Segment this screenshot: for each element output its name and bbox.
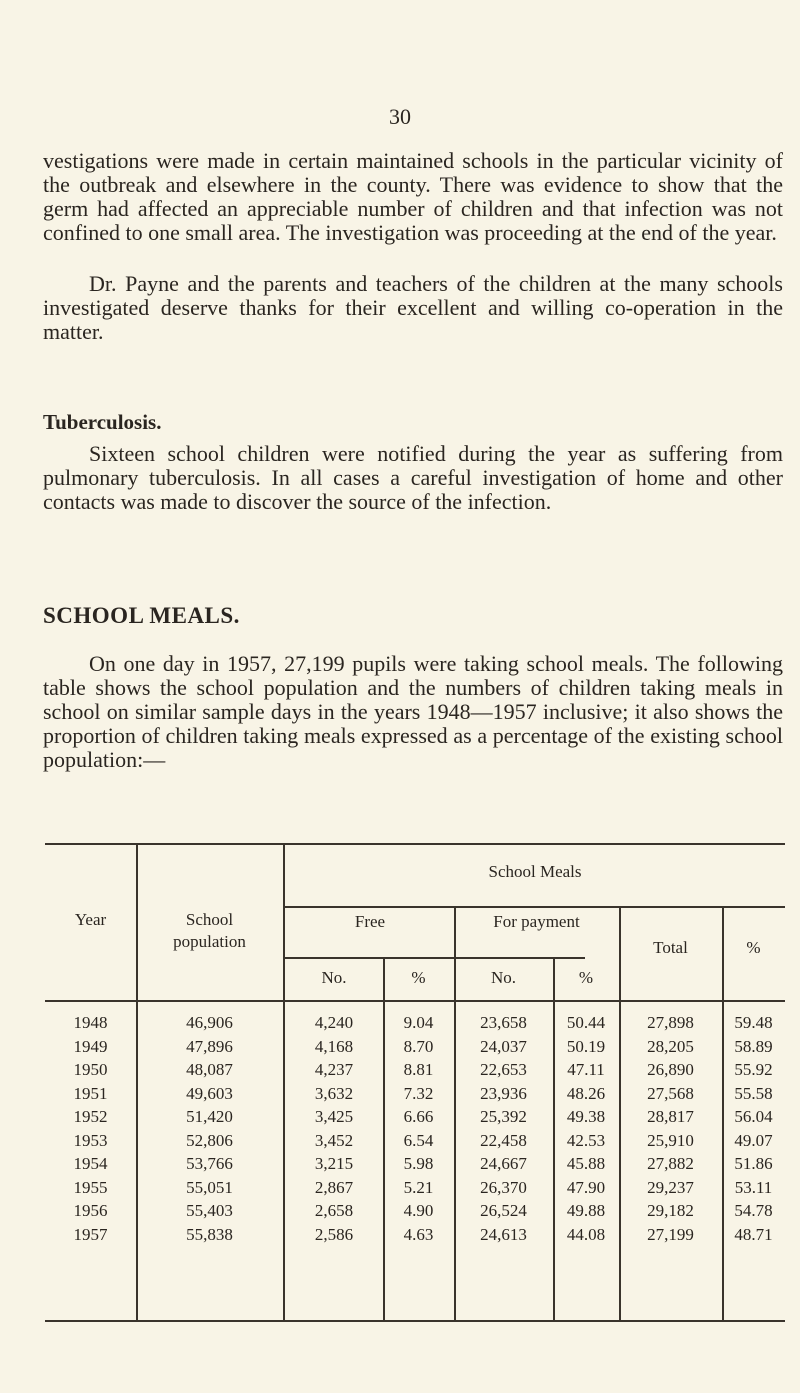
cell-free-pct: 4.63 — [403, 1224, 434, 1244]
cell-free-no: 4,237 — [314, 1060, 354, 1079]
header-for-payment: For payment — [493, 912, 580, 931]
cell-year: 1950 — [73, 1060, 108, 1079]
header-free: Free — [354, 912, 386, 931]
cell-payment-no: 23,658 — [480, 1013, 527, 1032]
cell-percent: 56.04 — [734, 1107, 773, 1126]
cell-free-no: 2,658 — [314, 1201, 354, 1220]
cell-free-pct: 6.54 — [403, 1130, 434, 1150]
school-meals-table — [45, 802, 785, 1323]
cell-free-pct: 5.21 — [403, 1177, 434, 1197]
cell-year: 1951 — [73, 1083, 108, 1103]
cell-free-pct: 9.04 — [403, 1013, 434, 1032]
cell-free-no: 4,240 — [314, 1013, 354, 1032]
cell-year: 1956 — [73, 1201, 108, 1220]
cell-year: 1952 — [73, 1107, 108, 1126]
cell-free-pct: 8.70 — [403, 1036, 434, 1056]
cell-percent: 48.71 — [734, 1224, 773, 1244]
cell-total: 28,205 — [647, 1036, 694, 1056]
cell-population: 55,403 — [186, 1201, 233, 1220]
cell-total: 29,237 — [647, 1177, 694, 1197]
cell-free-no: 3,632 — [314, 1083, 354, 1103]
school-meals-paragraph: On one day in 1957, 27,199 pupils were taking school meals. The following table shows the school population and the numbers of children taking meals in school on similar sample days in the years 1948—1957 inclusive; it also shows the proportion of children taking meals expressed as a percentage of the existing school population:— — [43, 651, 783, 772]
free-payment-subheader-rule — [285, 957, 585, 959]
cell-total: 27,568 — [647, 1083, 694, 1103]
cell-percent: 55.92 — [734, 1060, 773, 1079]
school-meals-heading: SCHOOL MEALS. — [43, 603, 240, 628]
cell-free-pct: 4.90 — [403, 1201, 434, 1220]
table-top-rule — [45, 843, 785, 845]
cell-payment-no: 24,037 — [480, 1036, 527, 1056]
cell-percent: 51.86 — [734, 1154, 773, 1173]
cell-payment-pct: 42.53 — [566, 1130, 606, 1150]
cell-percent: 54.78 — [734, 1201, 773, 1220]
cell-year: 1957 — [73, 1224, 108, 1244]
paragraph-thanks: Dr. Payne and the parents and teachers of the children at the many schools investigated deserve thanks for their excellent and willing co-operation in the matter. — [43, 271, 783, 344]
header-percent: % — [746, 938, 761, 957]
cell-total: 29,182 — [647, 1201, 694, 1220]
cell-year: 1955 — [73, 1177, 108, 1197]
cell-free-pct: 8.81 — [403, 1060, 434, 1079]
school-meals-subheader-rule — [285, 906, 785, 908]
cell-free-pct: 7.32 — [403, 1083, 434, 1103]
tuberculosis-paragraph: Sixteen school children were notified during the year as suffering from pulmonary tuberculosis. In all cases a careful investigation of home and other contacts was made to discover the source of the infection. — [43, 441, 783, 514]
cell-year: 1954 — [73, 1154, 108, 1173]
cell-payment-no: 26,524 — [480, 1201, 527, 1220]
cell-payment-pct: 45.88 — [566, 1154, 606, 1173]
cell-percent: 58.89 — [734, 1036, 773, 1056]
cell-percent: 53.11 — [734, 1177, 773, 1197]
header-school-meals: School Meals — [488, 862, 582, 881]
cell-free-no: 3,215 — [314, 1154, 354, 1173]
cell-payment-pct: 48.26 — [566, 1083, 606, 1103]
cell-percent: 55.58 — [734, 1083, 773, 1103]
cell-total: 27,882 — [647, 1154, 694, 1173]
cell-population: 55,838 — [186, 1224, 233, 1244]
cell-payment-pct: 50.19 — [566, 1036, 606, 1056]
cell-population: 46,906 — [186, 1013, 233, 1032]
cell-population: 51,420 — [186, 1107, 233, 1126]
cell-free-no: 2,586 — [314, 1224, 354, 1244]
header-payment-pct: % — [578, 968, 594, 987]
cell-payment-no: 26,370 — [480, 1177, 527, 1197]
cell-payment-pct: 44.08 — [566, 1224, 606, 1244]
header-total: Total — [653, 938, 688, 957]
paragraph-investigations: vestigations were made in certain maintained schools in the particular vicinity of the outbreak and elsewhere in the county. There was evidence to show that the germ had affected an appreciable number of children and that infection was not confined to one small area. The investigation was proceeding at the end of the year. — [43, 148, 783, 245]
cell-payment-pct: 49.88 — [566, 1201, 606, 1220]
header-payment-no: No. — [490, 968, 517, 987]
cell-payment-no: 24,613 — [480, 1224, 527, 1244]
cell-payment-no: 25,392 — [480, 1107, 527, 1126]
cell-total: 27,199 — [647, 1224, 694, 1244]
cell-payment-pct: 47.90 — [566, 1177, 606, 1197]
cell-percent: 49.07 — [734, 1130, 773, 1150]
cell-payment-no: 22,653 — [480, 1060, 527, 1079]
cell-total: 27,898 — [647, 1013, 694, 1032]
cell-year: 1953 — [73, 1130, 108, 1150]
cell-population: 48,087 — [186, 1060, 233, 1079]
cell-population: 55,051 — [186, 1177, 233, 1197]
cell-total: 25,910 — [647, 1130, 694, 1150]
cell-free-no: 3,425 — [314, 1107, 354, 1126]
cell-population: 49,603 — [186, 1083, 233, 1103]
cell-payment-no: 24,667 — [480, 1154, 527, 1173]
cell-free-no: 3,452 — [314, 1130, 354, 1150]
cell-payment-pct: 49.38 — [566, 1107, 606, 1126]
cell-total: 26,890 — [647, 1060, 694, 1079]
header-free-no: No. — [321, 968, 347, 987]
cell-population: 53,766 — [186, 1154, 233, 1173]
header-school-population-line1: School — [185, 910, 234, 929]
cell-free-pct: 5.98 — [403, 1154, 434, 1173]
cell-percent: 59.48 — [734, 1013, 773, 1032]
table-bottom-rule — [45, 1320, 785, 1322]
cell-free-no: 2,867 — [314, 1177, 354, 1197]
cell-payment-no: 23,936 — [480, 1083, 527, 1103]
header-bottom-rule — [45, 1000, 785, 1002]
cell-payment-no: 22,458 — [480, 1130, 527, 1150]
header-free-pct: % — [411, 968, 426, 987]
cell-payment-pct: 50.44 — [566, 1013, 606, 1032]
cell-population: 47,896 — [186, 1036, 233, 1056]
tuberculosis-heading: Tuberculosis. — [43, 410, 162, 434]
header-school-population-line2: population — [173, 932, 246, 951]
page-number: 30 — [389, 104, 411, 129]
cell-free-pct: 6.66 — [403, 1107, 434, 1126]
cell-payment-pct: 47.11 — [567, 1060, 605, 1079]
cell-total: 28,817 — [647, 1107, 694, 1126]
cell-population: 52,806 — [186, 1130, 233, 1150]
header-year: Year — [74, 910, 107, 929]
cell-free-no: 4,168 — [314, 1036, 354, 1056]
cell-year: 1949 — [73, 1036, 108, 1056]
cell-year: 1948 — [73, 1013, 108, 1032]
